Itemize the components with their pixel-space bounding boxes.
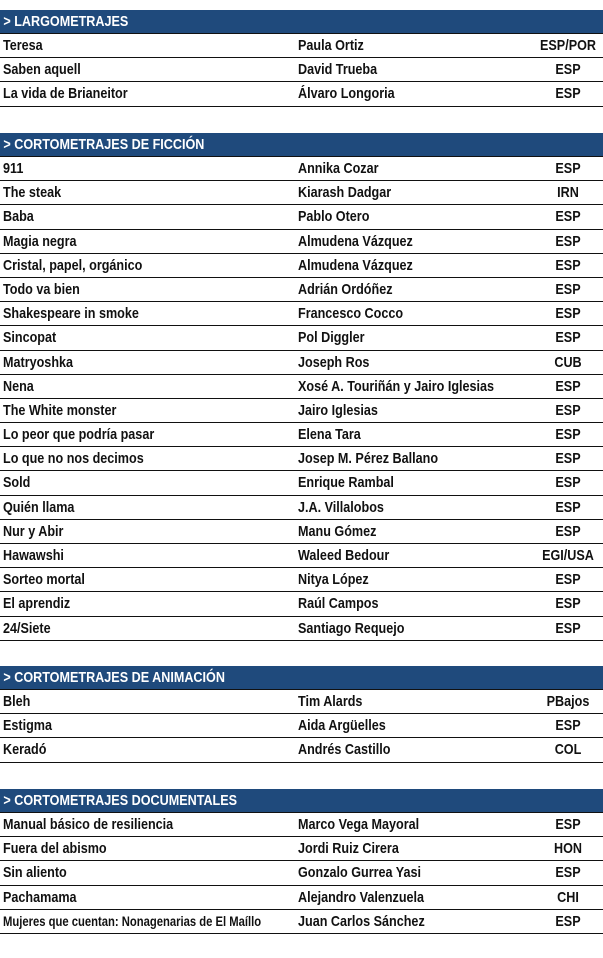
table-row bbox=[0, 520, 603, 544]
film-title: Teresa bbox=[3, 37, 43, 54]
film-director: Manu Gómez bbox=[298, 522, 377, 540]
film-country: ESP bbox=[555, 474, 581, 492]
table-row bbox=[0, 375, 603, 399]
film-title: Sold bbox=[3, 474, 31, 492]
table-row bbox=[0, 592, 603, 616]
film-country: ESP bbox=[555, 450, 581, 468]
film-title: Quién llama bbox=[3, 498, 75, 516]
table-row bbox=[0, 690, 603, 714]
section-largometrajes bbox=[0, 10, 603, 107]
film-title: Todo va bien bbox=[3, 280, 80, 298]
film-director: Kiarash Dadgar bbox=[298, 184, 392, 202]
film-country: ESP bbox=[555, 717, 581, 735]
film-title: The steak bbox=[3, 184, 62, 202]
film-title: Sincopat bbox=[3, 329, 57, 347]
film-title: Mujeres que cuentan: Nonagenarias de El Maíllo bbox=[3, 913, 262, 929]
table-row bbox=[0, 399, 603, 423]
film-title: Baba bbox=[3, 208, 34, 226]
film-director: Juan Carlos Sánchez bbox=[298, 912, 425, 930]
table-row bbox=[0, 544, 603, 568]
film-title: 24/Siete bbox=[3, 619, 51, 637]
film-country: IRN bbox=[557, 184, 579, 202]
section-cortometrajes-animacion bbox=[0, 666, 603, 763]
film-country: ESP bbox=[555, 256, 581, 274]
film-director: Marco Vega Mayoral bbox=[298, 816, 420, 833]
table-row bbox=[0, 58, 603, 82]
table-row bbox=[0, 910, 603, 934]
table-row bbox=[0, 617, 603, 641]
film-director: Pol Diggler bbox=[298, 329, 365, 347]
film-director: David Trueba bbox=[298, 61, 378, 79]
film-country: EGI/USA bbox=[542, 547, 594, 564]
section-title: > LARGOMETRAJES bbox=[3, 13, 129, 30]
film-country: HON bbox=[553, 840, 583, 858]
film-title: Magia negra bbox=[3, 232, 77, 250]
film-director: Joseph Ros bbox=[298, 353, 370, 371]
film-director: Paula Ortiz bbox=[298, 37, 364, 54]
film-director: Annika Cozar bbox=[298, 160, 379, 177]
film-director: Andrés Castillo bbox=[298, 741, 391, 759]
table-row bbox=[0, 714, 603, 738]
film-director: Aida Argüelles bbox=[298, 717, 386, 735]
table-row bbox=[0, 837, 603, 861]
film-director: Gonzalo Gurrea Yasi bbox=[298, 864, 422, 882]
film-director: Jordi Ruiz Cirera bbox=[298, 840, 399, 858]
film-title: Bleh bbox=[3, 693, 31, 710]
film-director: Pablo Otero bbox=[298, 208, 370, 226]
film-director: Raúl Campos bbox=[298, 595, 379, 613]
film-title: Nur y Abir bbox=[3, 522, 64, 540]
table-row bbox=[0, 34, 603, 58]
film-country: ESP bbox=[555, 232, 581, 250]
film-title: Estigma bbox=[3, 717, 53, 735]
film-director: Francesco Cocco bbox=[298, 305, 404, 323]
film-director: Almudena Vázquez bbox=[298, 256, 413, 274]
film-title: Manual básico de resiliencia bbox=[3, 816, 174, 833]
film-director: Adrián Ordóñez bbox=[298, 280, 393, 298]
section-header bbox=[0, 10, 603, 34]
section-title: > CORTOMETRAJES DE FICCIÓN bbox=[3, 136, 205, 153]
film-title: Sin aliento bbox=[3, 864, 67, 882]
film-title: Cristal, papel, orgánico bbox=[3, 256, 143, 274]
table-row bbox=[0, 181, 603, 205]
table-row bbox=[0, 278, 603, 302]
table-row bbox=[0, 738, 603, 762]
film-country: CHI bbox=[557, 888, 579, 906]
table-row bbox=[0, 157, 603, 181]
film-title: Saben aquell bbox=[3, 61, 81, 79]
film-country: ESP bbox=[555, 864, 581, 882]
section-header bbox=[0, 789, 603, 813]
table-row bbox=[0, 82, 603, 106]
section-cortometrajes-documentales bbox=[0, 789, 603, 934]
table-row bbox=[0, 447, 603, 471]
film-director: J.A. Villalobos bbox=[298, 498, 384, 516]
film-country: ESP bbox=[555, 305, 581, 323]
film-title: Pachamama bbox=[3, 888, 77, 906]
film-country: ESP bbox=[555, 816, 581, 833]
film-country: ESP bbox=[555, 61, 581, 79]
table-row bbox=[0, 230, 603, 254]
table-row bbox=[0, 254, 603, 278]
section-header bbox=[0, 666, 603, 690]
film-director: Santiago Requejo bbox=[298, 619, 405, 637]
film-title: Fuera del abismo bbox=[3, 840, 107, 858]
table-row bbox=[0, 351, 603, 375]
film-country: ESP bbox=[555, 208, 581, 226]
film-director: Nitya López bbox=[298, 571, 369, 589]
section-title: > CORTOMETRAJES DE ANIMACIÓN bbox=[3, 669, 225, 686]
film-director: Tim Alards bbox=[298, 693, 363, 710]
film-title: El aprendiz bbox=[3, 595, 71, 613]
film-country: ESP bbox=[555, 522, 581, 540]
table-row bbox=[0, 423, 603, 447]
film-director: Almudena Vázquez bbox=[298, 232, 413, 250]
film-title: Hawawshi bbox=[3, 547, 64, 564]
film-title: La vida de Brianeitor bbox=[3, 85, 128, 103]
film-title: Matryoshka bbox=[3, 353, 74, 371]
film-country: ESP/POR bbox=[539, 37, 597, 54]
table-row bbox=[0, 205, 603, 229]
section-cortometrajes-ficcion bbox=[0, 133, 603, 641]
table-row bbox=[0, 326, 603, 350]
film-title: Lo peor que podría pasar bbox=[3, 426, 155, 444]
film-title: 911 bbox=[3, 160, 24, 177]
film-director: Waleed Bedour bbox=[298, 547, 390, 564]
film-director: Josep M. Pérez Ballano bbox=[298, 450, 439, 468]
film-country: CUB bbox=[554, 353, 582, 371]
film-country: ESP bbox=[555, 571, 581, 589]
section-header bbox=[0, 133, 603, 157]
film-director: Xosé A. Touriñán y Jairo Iglesias bbox=[298, 377, 495, 395]
table-row bbox=[0, 861, 603, 885]
table-row bbox=[0, 886, 603, 910]
film-country: COL bbox=[554, 741, 582, 759]
film-country: ESP bbox=[555, 912, 581, 930]
table-row bbox=[0, 471, 603, 495]
film-title: Keradó bbox=[3, 741, 47, 759]
film-title: The White monster bbox=[3, 401, 117, 419]
film-director: Jairo Iglesias bbox=[298, 401, 378, 419]
film-country: ESP bbox=[555, 426, 581, 444]
film-title: Shakespeare in smoke bbox=[3, 305, 139, 323]
film-country: ESP bbox=[555, 329, 581, 347]
film-country: ESP bbox=[555, 619, 581, 637]
film-country: ESP bbox=[555, 377, 581, 395]
film-country: ESP bbox=[555, 160, 581, 177]
table-row bbox=[0, 496, 603, 520]
film-country: ESP bbox=[555, 595, 581, 613]
film-director: Elena Tara bbox=[298, 426, 361, 444]
film-country: ESP bbox=[555, 85, 581, 103]
film-title: Nena bbox=[3, 377, 34, 395]
film-director: Enrique Rambal bbox=[298, 474, 394, 492]
table-row bbox=[0, 813, 603, 837]
film-country: ESP bbox=[555, 401, 581, 419]
film-country: ESP bbox=[555, 498, 581, 516]
section-title: > CORTOMETRAJES DOCUMENTALES bbox=[3, 792, 238, 809]
table-row bbox=[0, 568, 603, 592]
film-country: PBajos bbox=[546, 693, 590, 710]
film-director: Alejandro Valenzuela bbox=[298, 888, 425, 906]
film-title: Lo que no nos decimos bbox=[3, 450, 144, 468]
film-country: ESP bbox=[555, 280, 581, 298]
film-director: Álvaro Longoria bbox=[298, 85, 395, 103]
film-title: Sorteo mortal bbox=[3, 571, 85, 589]
table-row bbox=[0, 302, 603, 326]
